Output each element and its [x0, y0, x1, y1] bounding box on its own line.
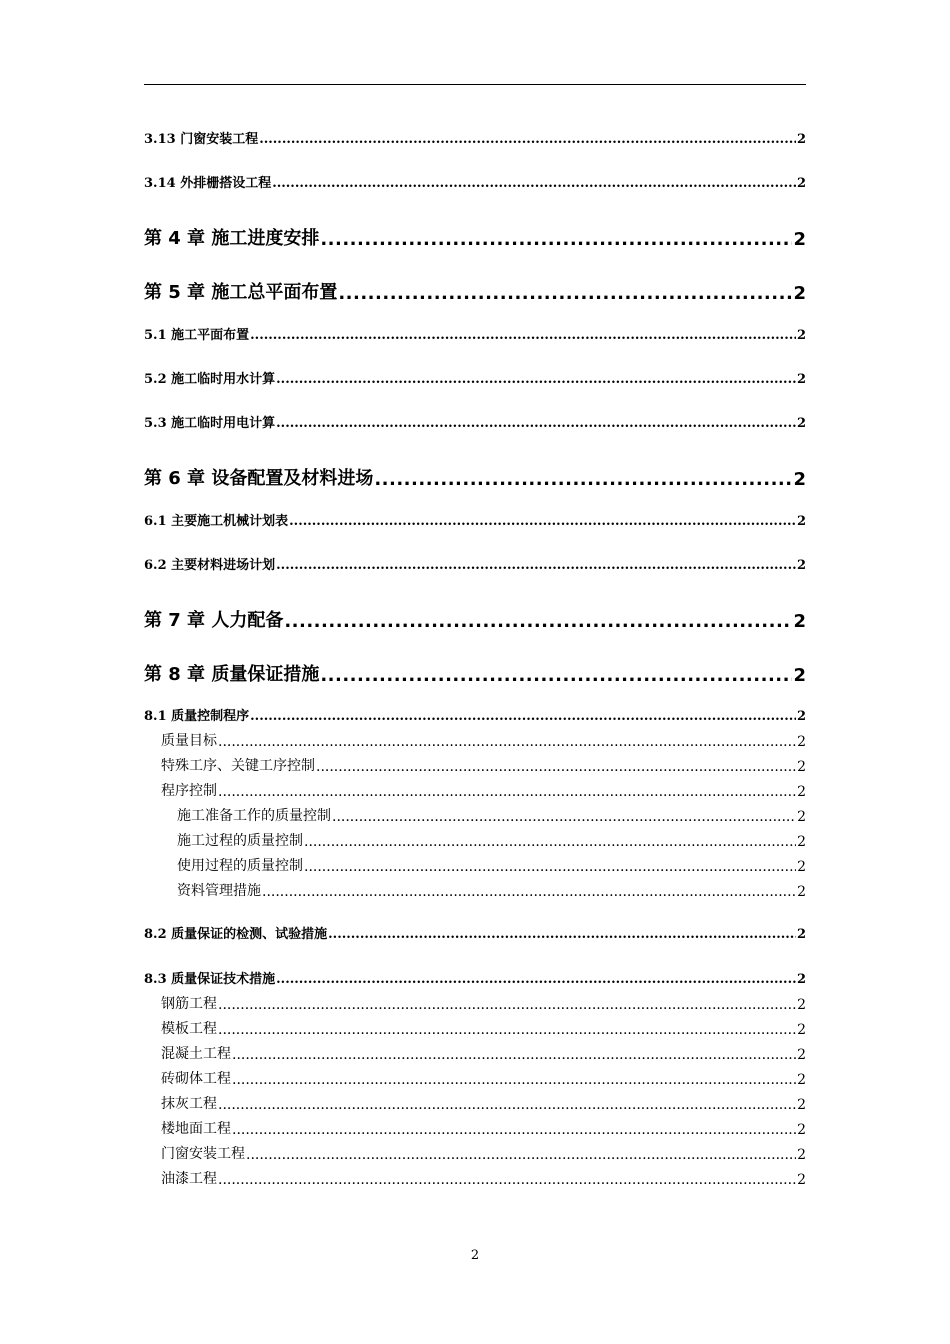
- toc-entry-page: 2: [797, 1122, 806, 1138]
- toc-dot-leader: [262, 884, 796, 900]
- toc-dot-leader: [276, 558, 796, 573]
- toc-dot-leader: [218, 1022, 796, 1038]
- toc-entry-page: 2: [793, 469, 806, 490]
- toc-dot-leader: [338, 283, 792, 304]
- toc-entry-title: 模板工程: [161, 1021, 217, 1037]
- toc-entry-page: 2: [796, 372, 806, 387]
- toc-entry-page: 2: [797, 834, 806, 850]
- toc-entry-title: 第 7 章 人力配备: [144, 610, 284, 631]
- toc-entry[interactable]: [144, 464, 806, 490]
- toc-dot-leader: [276, 372, 796, 387]
- toc-entry-page: 2: [796, 558, 806, 573]
- toc-entry[interactable]: [144, 510, 806, 529]
- toc-entry-title: 抹灰工程: [161, 1096, 217, 1112]
- toc-entry[interactable]: [144, 1093, 806, 1113]
- toc-entry-title: 资料管理措施: [177, 883, 261, 899]
- toc-entry-title: 特殊工序、关键工序控制: [161, 758, 315, 774]
- toc-entry[interactable]: [144, 1068, 806, 1088]
- toc-entry-title: 油漆工程: [161, 1171, 217, 1187]
- header-rule: [144, 84, 806, 85]
- toc-dot-leader: [218, 997, 796, 1013]
- toc-entry[interactable]: [144, 755, 806, 775]
- toc-dot-leader: [320, 229, 792, 250]
- toc-entry[interactable]: [144, 993, 806, 1013]
- toc-entry[interactable]: [144, 1143, 806, 1163]
- toc-dot-leader: [232, 1122, 796, 1138]
- toc-entry-title: 楼地面工程: [161, 1121, 231, 1137]
- toc-entry-title: 3.13 门窗安装工程: [144, 132, 259, 147]
- toc-entry[interactable]: [144, 1018, 806, 1038]
- toc-dot-leader: [232, 1072, 796, 1088]
- toc-entry[interactable]: [144, 805, 806, 825]
- toc-dot-leader: [289, 514, 796, 529]
- toc-dot-leader: [304, 834, 796, 850]
- toc-dot-leader: [272, 176, 796, 191]
- toc-entry[interactable]: [144, 224, 806, 250]
- toc-entry[interactable]: [144, 1043, 806, 1063]
- toc-entry[interactable]: [144, 172, 806, 191]
- toc-dot-leader: [218, 1172, 796, 1188]
- toc-entry[interactable]: [144, 606, 806, 632]
- toc-entry-title: 8.1 质量控制程序: [144, 709, 250, 724]
- toc-entry-page: 2: [797, 1097, 806, 1113]
- toc-dot-leader: [232, 1047, 796, 1063]
- toc-entry-page: 2: [797, 809, 806, 825]
- toc-entry[interactable]: [144, 278, 806, 304]
- toc-entry[interactable]: [144, 412, 806, 431]
- toc-entry-page: 2: [796, 132, 806, 147]
- toc-entry-page: 2: [793, 665, 806, 686]
- toc-entry-page: 2: [797, 1022, 806, 1038]
- toc-entry-page: 2: [796, 514, 806, 529]
- toc-entry-title: 钢筋工程: [161, 996, 217, 1012]
- toc-entry-title: 砖砌体工程: [161, 1071, 231, 1087]
- toc-entry-page: 2: [797, 759, 806, 775]
- toc-entry-page: 2: [797, 1047, 806, 1063]
- toc-entry-page: 2: [796, 972, 806, 987]
- toc-entry-page: 2: [793, 229, 806, 250]
- toc-entry[interactable]: [144, 1168, 806, 1188]
- toc-dot-leader: [250, 328, 796, 343]
- toc-entry[interactable]: [144, 923, 806, 942]
- toc-entry-title: 6.2 主要材料进场计划: [144, 558, 276, 573]
- toc-entry[interactable]: [144, 660, 806, 686]
- toc-entry[interactable]: [144, 968, 806, 987]
- toc-entry-page: 2: [793, 611, 806, 632]
- toc-entry[interactable]: [144, 324, 806, 343]
- toc-entry[interactable]: [144, 128, 806, 147]
- toc-entry[interactable]: [144, 780, 806, 800]
- toc-entry-title: 施工准备工作的质量控制: [177, 808, 331, 824]
- toc-dot-leader: [284, 611, 792, 632]
- toc-entry-page: 2: [797, 859, 806, 875]
- toc-entry-title: 门窗安装工程: [161, 1146, 245, 1162]
- toc-dot-leader: [246, 1147, 796, 1163]
- toc-entry-title: 第 6 章 设备配置及材料进场: [144, 468, 374, 489]
- toc-dot-leader: [218, 1097, 796, 1113]
- toc-entry[interactable]: [144, 855, 806, 875]
- toc-dot-leader: [218, 784, 796, 800]
- toc-entry-page: 2: [796, 328, 806, 343]
- toc-entry-page: 2: [797, 734, 806, 750]
- toc-dot-leader: [276, 972, 796, 987]
- toc-entry-title: 质量目标: [161, 733, 217, 749]
- toc-entry[interactable]: [144, 880, 806, 900]
- toc-entry[interactable]: [144, 705, 806, 724]
- toc-entry-title: 第 5 章 施工总平面布置: [144, 282, 338, 303]
- toc-entry-title: 使用过程的质量控制: [177, 858, 303, 874]
- toc-entry-page: 2: [793, 283, 806, 304]
- toc-entry[interactable]: [144, 554, 806, 573]
- toc-entry-title: 5.2 施工临时用水计算: [144, 372, 276, 387]
- toc-entry[interactable]: [144, 730, 806, 750]
- toc-entry-title: 3.14 外排栅搭设工程: [144, 176, 272, 191]
- toc-entry-page: 2: [797, 1172, 806, 1188]
- toc-entry-page: 2: [797, 784, 806, 800]
- toc-entry-page: 2: [797, 884, 806, 900]
- toc-dot-leader: [304, 859, 796, 875]
- toc-dot-leader: [250, 709, 796, 724]
- toc-dot-leader: [316, 759, 796, 775]
- toc-dot-leader: [332, 809, 796, 825]
- toc-entry-title: 6.1 主要施工机械计划表: [144, 514, 289, 529]
- toc-entry-page: 2: [796, 927, 806, 942]
- toc-dot-leader: [259, 132, 796, 147]
- toc-entry-page: 2: [796, 709, 806, 724]
- toc-entry-title: 程序控制: [161, 783, 217, 799]
- toc-entry-title: 混凝土工程: [161, 1046, 231, 1062]
- toc-entry-page: 2: [797, 997, 806, 1013]
- toc-entry-page: 2: [797, 1147, 806, 1163]
- toc-entry-title: 5.3 施工临时用电计算: [144, 416, 276, 431]
- toc-dot-leader: [374, 469, 792, 490]
- toc-entry-page: 2: [796, 176, 806, 191]
- toc-entry[interactable]: [144, 1118, 806, 1138]
- toc-entry-title: 8.2 质量保证的检测、试验措施: [144, 927, 328, 942]
- toc-entry[interactable]: [144, 830, 806, 850]
- toc-dot-leader: [320, 665, 792, 686]
- toc-dot-leader: [218, 734, 796, 750]
- toc-entry-title: 施工过程的质量控制: [177, 833, 303, 849]
- toc-entry-title: 第 4 章 施工进度安排: [144, 228, 320, 249]
- toc-entry-title: 8.3 质量保证技术措施: [144, 972, 276, 987]
- toc-entry-page: 2: [797, 1072, 806, 1088]
- toc-entry-title: 5.1 施工平面布置: [144, 328, 250, 343]
- toc-entry[interactable]: [144, 368, 806, 387]
- toc-dot-leader: [328, 927, 796, 942]
- page-number: 2: [470, 1248, 480, 1263]
- toc-dot-leader: [276, 416, 796, 431]
- toc-entry-title: 第 8 章 质量保证措施: [144, 664, 320, 685]
- toc-entry-page: 2: [796, 416, 806, 431]
